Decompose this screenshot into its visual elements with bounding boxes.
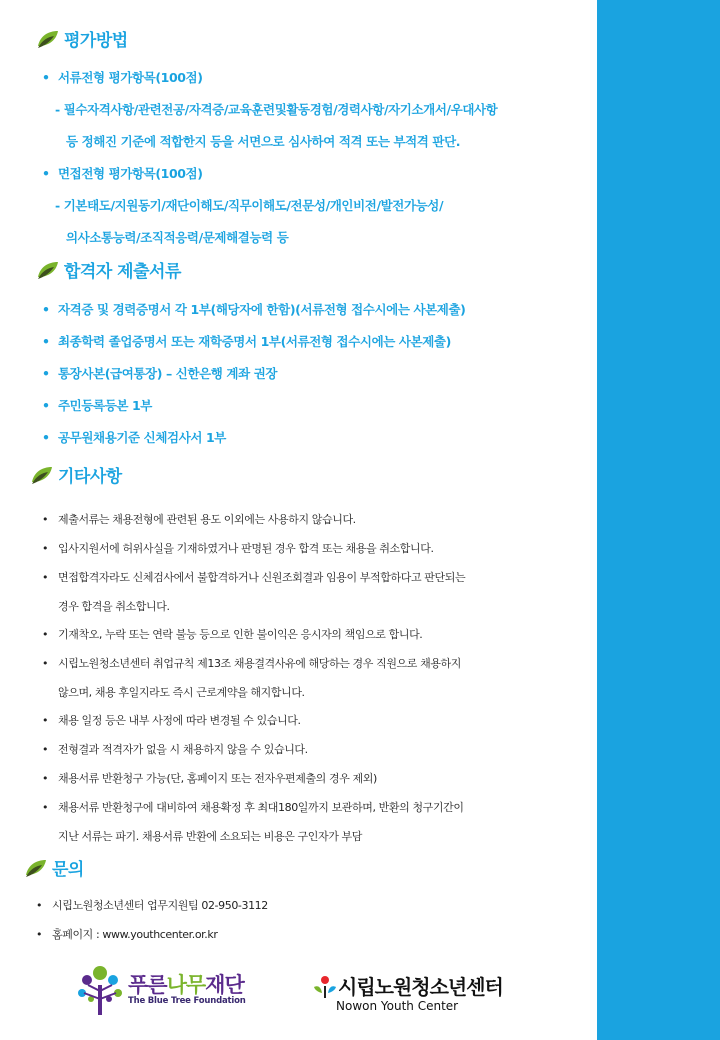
bullet: • xyxy=(42,302,50,317)
nowon-youth-center-logo xyxy=(312,975,503,1013)
list-item: • 면접전형 평가항목(100점) xyxy=(42,166,203,181)
list-item: • 시립노원청소년센터 취업규칙 제13조 채용결격사유에 해당하는 경우 직원으로 채용하지 xyxy=(42,657,462,670)
nowon-emblem-icon xyxy=(312,975,338,999)
list-item: 의사소통능력/조직적응력/문제해결능력 등 xyxy=(66,230,289,245)
bullet: • xyxy=(42,571,49,584)
list-item: • 입사지원서에 허위사실을 기재하였거나 판명된 경우 합격 또는 채용을 취소합니다. xyxy=(42,542,434,555)
list-item: • 공무원채용기준 신체검사서 1부 xyxy=(42,430,226,445)
section-evaluation-heading xyxy=(36,26,128,51)
bullet: • xyxy=(42,772,49,785)
list-item: 등 정해진 기준에 적합한지 등을 서면으로 심사하여 적격 또는 부적격 판단. xyxy=(66,134,461,149)
leaf-icon xyxy=(36,259,60,281)
list-item: • 채용서류 반환청구에 대비하여 채용확정 후 최대180일까지 보관하며, 반환의 청구기간이 xyxy=(42,801,464,814)
logo-subtitle: The Blue Tree Foundation xyxy=(128,996,246,1006)
list-item: • 홈페이지 : www.youthcenter.or.kr xyxy=(36,928,218,941)
right-accent-bar xyxy=(597,0,720,1040)
list-item: • 채용서류 반환청구 가능(단, 홈페이지 또는 전자우편제출의 경우 제외) xyxy=(42,772,377,785)
list-item: • 서류전형 평가항목(100점) xyxy=(42,70,203,85)
bullet: • xyxy=(42,430,50,445)
list-item: • 시립노원청소년센터 업무지원팀 02-950-3112 xyxy=(36,899,268,912)
section-contact-heading xyxy=(24,855,84,880)
bullet: • xyxy=(36,928,43,941)
leaf-icon xyxy=(24,857,48,879)
logo-subtitle: Nowon Youth Center xyxy=(336,999,459,1013)
list-item: - 기본태도/지원동기/재단이해도/직무이해도/전문성/개인비전/발전가능성/ xyxy=(55,198,444,213)
bullet: • xyxy=(42,628,49,641)
bullet: • xyxy=(42,398,50,413)
list-item: - 필수자격사항/관련전공/자격증/교육훈련및활동경험/경력사항/자기소개서/우대사항 xyxy=(55,102,498,117)
list-item: • 기재착오, 누락 또는 연락 불능 등으로 인한 불이익은 응시자의 책임으로 합니다. xyxy=(42,628,423,641)
bullet: • xyxy=(42,166,50,181)
bullet: • xyxy=(42,657,49,670)
blue-tree-foundation-logo xyxy=(76,963,246,1017)
section-other-heading xyxy=(30,462,122,487)
list-item: • 채용 일정 등은 내부 사정에 따라 변경될 수 있습니다. xyxy=(42,714,301,727)
list-item: 경우 합격을 취소합니다. xyxy=(58,600,170,613)
logo-title: 푸른나무재단 xyxy=(128,973,244,997)
leaf-icon xyxy=(30,464,54,486)
bullet: • xyxy=(42,70,50,85)
list-item: • 전형결과 적격자가 없을 시 채용하지 않을 수 있습니다. xyxy=(42,743,308,756)
section-documents-heading xyxy=(36,257,181,282)
section-title: 문의 xyxy=(52,860,84,880)
logo-title: 시립노원청소년센터 xyxy=(338,975,503,999)
bullet: • xyxy=(42,801,49,814)
list-item: • 주민등록등본 1부 xyxy=(42,398,152,413)
list-item: 지난 서류는 파기. 채용서류 반환에 소요되는 비용은 구인자가 부담 xyxy=(58,830,362,843)
list-item: • 통장사본(급여통장) – 신한은행 계좌 권장 xyxy=(42,366,278,381)
section-title: 평가방법 xyxy=(64,31,128,51)
section-title: 합격자 제출서류 xyxy=(64,262,181,282)
list-item: • 면접합격자라도 신체검사에서 불합격하거나 신원조회결과 임용이 부적합하다고 판단되는 xyxy=(42,571,466,584)
bullet: • xyxy=(42,334,50,349)
list-item: • 최종학력 졸업증명서 또는 재학증명서 1부(서류전형 접수시에는 사본제출) xyxy=(42,334,451,349)
section-title: 기타사항 xyxy=(58,467,122,487)
bullet: • xyxy=(42,366,50,381)
list-item: • 제출서류는 채용전형에 관련된 용도 이외에는 사용하지 않습니다. xyxy=(42,513,356,526)
bullet: • xyxy=(36,899,43,912)
bullet: • xyxy=(42,743,49,756)
bullet: • xyxy=(42,513,49,526)
tree-icon xyxy=(76,963,124,1017)
list-item: 않으며, 채용 후일지라도 즉시 근로계약을 해지합니다. xyxy=(58,686,305,699)
bullet: • xyxy=(42,542,49,555)
bullet: • xyxy=(42,714,49,727)
leaf-icon xyxy=(36,28,60,50)
list-item: • 자격증 및 경력증명서 각 1부(해당자에 한함)(서류전형 접수시에는 사본제출) xyxy=(42,302,466,317)
